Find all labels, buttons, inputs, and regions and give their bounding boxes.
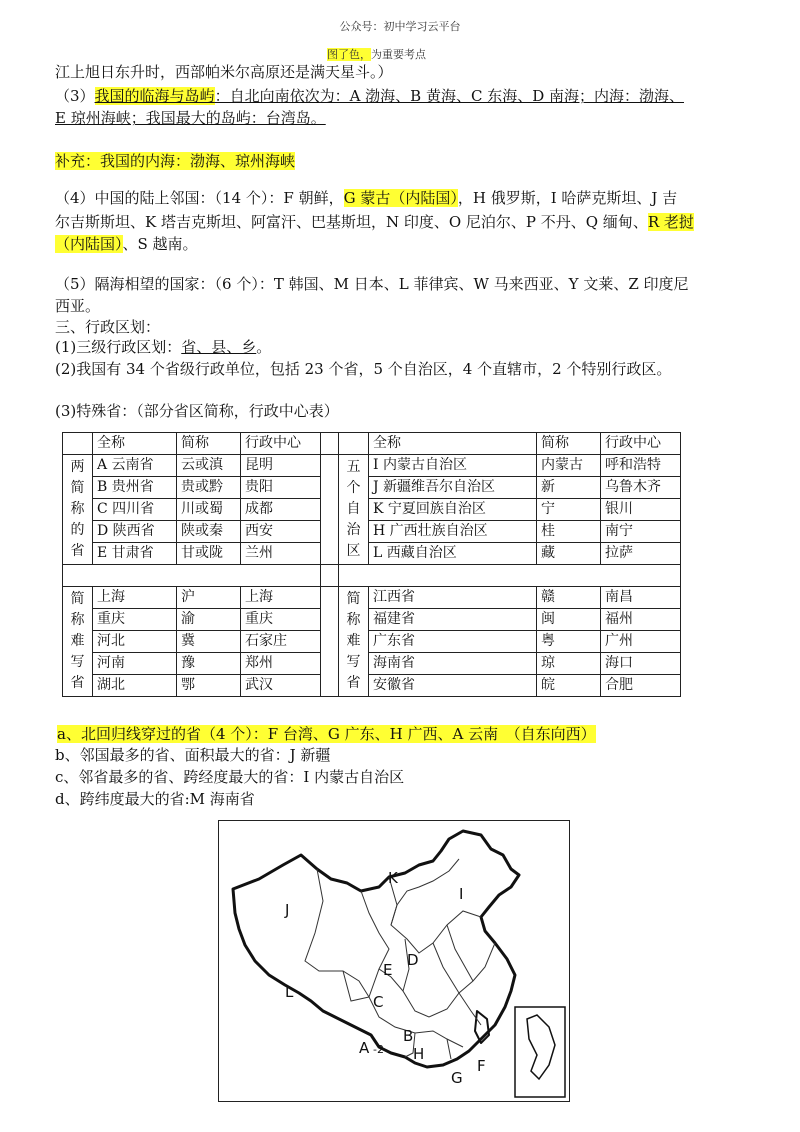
cell: 河南 <box>93 653 177 675</box>
fact-a <box>57 724 596 744</box>
cell: 渝 <box>177 609 241 631</box>
map-outline <box>219 821 569 1101</box>
cell: 郑州 <box>241 653 321 675</box>
cell: A 云南省 <box>93 455 177 477</box>
map-label-k: K <box>388 869 398 887</box>
cell: 武汉 <box>241 675 321 697</box>
cell: 藏 <box>537 543 601 565</box>
section-title-admin: 三、行政区划： <box>55 318 161 336</box>
cell: 拉萨 <box>601 543 681 565</box>
cell: 福州 <box>601 609 681 631</box>
cell: 广州 <box>601 631 681 653</box>
cell: 乌鲁木齐 <box>601 477 681 499</box>
cell: 鄂 <box>177 675 241 697</box>
cell: 安徽省 <box>369 675 537 697</box>
text-line-neighbors-1 <box>55 188 677 208</box>
cell: C 四川省 <box>93 499 177 521</box>
map-label-f: F <box>477 1057 486 1075</box>
cell: 银川 <box>601 499 681 521</box>
cell: 合肥 <box>601 675 681 697</box>
cell: 上海 <box>241 587 321 609</box>
text-line-seas <box>55 86 684 106</box>
fact-c: c、邻省最多的省、跨经度最大的省：I 内蒙古自治区 <box>55 768 405 786</box>
color-note <box>327 46 426 62</box>
page-header-source: 公众号：初中学习云平台 <box>339 20 461 33</box>
table-row <box>63 455 681 477</box>
map-label-i: I <box>459 885 464 903</box>
cell: 闽 <box>537 609 601 631</box>
mongolia-highlight: G 蒙古（内陆国） <box>343 189 458 207</box>
cell: 呼和浩特 <box>601 455 681 477</box>
table-row <box>63 653 681 675</box>
cell: 甘或陇 <box>177 543 241 565</box>
table-header-row <box>63 433 681 455</box>
header-capital: 行政中心 <box>601 433 681 455</box>
cell: 粤 <box>537 631 601 653</box>
supplement-highlight: 补充：我国的内海：渤海、琼州海峡 <box>55 152 296 170</box>
cell: 豫 <box>177 653 241 675</box>
landlocked-highlight: （内陆国） <box>55 235 123 253</box>
header-abbr: 简称 <box>177 433 241 455</box>
cell: B 贵州省 <box>93 477 177 499</box>
cell: 赣 <box>537 587 601 609</box>
table-row <box>63 609 681 631</box>
table-spacer-row <box>63 565 681 587</box>
neighbors-b: ，H 俄罗斯，I 哈萨克斯坦、J 吉 <box>457 189 678 207</box>
admin-levels-label: (1)三级行政区划： <box>55 338 182 356</box>
map-label-b: B <box>403 1027 414 1045</box>
neighbors-a: （4）中国的陆上邻国：（14 个）：F 朝鲜， <box>55 189 344 207</box>
cell: D 陕西省 <box>93 521 177 543</box>
table-row <box>63 477 681 499</box>
cell: 西安 <box>241 521 321 543</box>
map-label-h: H <box>413 1045 425 1063</box>
cell: 福建省 <box>369 609 537 631</box>
map-label-d: D <box>407 951 419 969</box>
cell: 新 <box>537 477 601 499</box>
map-label-j: J <box>285 901 290 919</box>
text-line-neighbors-2 <box>55 212 694 232</box>
cell: 云或滇 <box>177 455 241 477</box>
laos-highlight: R 老挝 <box>647 213 694 231</box>
fact-a-highlight: a、北回归线穿过的省（4 个）：F 台湾、G 广东、H 广西、A 云南 （自东向西） <box>57 725 596 743</box>
text-line-admin-count: (2)我国有 34 个省级行政单位，包括 23 个省，5 个自治区，4 个直辖市，2 个特别行政区。 <box>55 360 672 378</box>
header-fullname: 全称 <box>93 433 177 455</box>
map-label-l: L <box>285 983 294 1001</box>
table-row <box>63 631 681 653</box>
fact-b: b、邻国最多的省、面积最大的省：J 新疆 <box>55 746 331 764</box>
seas-num: （3） <box>55 87 95 105</box>
header-fullname: 全称 <box>369 433 537 455</box>
cell: 宁 <box>537 499 601 521</box>
map-label-a: A <box>359 1039 370 1057</box>
cell: 皖 <box>537 675 601 697</box>
cell: 内蒙古 <box>537 455 601 477</box>
text-line-islands: E 琼州海峡；我国最大的岛屿：台湾岛。 <box>55 109 326 127</box>
neighbors-c: 尔吉斯斯坦、K 塔吉克斯坦、阿富汗、巴基斯坦，N 印度、O 尼泊尔、P 不丹、Q 缅甸、 <box>55 213 648 231</box>
fact-d: d、跨纬度最大的省:M 海南省 <box>55 790 255 808</box>
map-label-c: C <box>373 993 384 1011</box>
cell: 海南省 <box>369 653 537 675</box>
map-label-small: -2 <box>373 1043 384 1056</box>
table-row <box>63 521 681 543</box>
table-row <box>63 587 681 609</box>
cell: 广东省 <box>369 631 537 653</box>
cell: 昆明 <box>241 455 321 477</box>
table-row <box>63 499 681 521</box>
table-caption: (3)特殊省：（部分省区简称，行政中心表） <box>55 402 339 420</box>
cell: 冀 <box>177 631 241 653</box>
cell: I 内蒙古自治区 <box>369 455 537 477</box>
group-label-two-abbr: 两简称的省 <box>63 455 93 565</box>
group-label-hard-right: 简称难写省 <box>339 587 369 697</box>
header-abbr: 简称 <box>537 433 601 455</box>
cell: 南宁 <box>601 521 681 543</box>
cell: 贵阳 <box>241 477 321 499</box>
cell: 成都 <box>241 499 321 521</box>
admin-levels-value: 省、县、乡 <box>181 338 257 356</box>
text-line-1: 江上旭日东升时，西部帕米尔高原还是满天星斗。） <box>55 63 393 81</box>
cell: 重庆 <box>241 609 321 631</box>
supplement-line <box>55 151 295 171</box>
color-note-rest: 为重要考点 <box>371 48 426 61</box>
cell: 江西省 <box>369 587 537 609</box>
china-province-map <box>218 820 570 1102</box>
admin-levels-end: 。 <box>256 338 272 356</box>
cell: 陕或秦 <box>177 521 241 543</box>
neighbors-d: 、S 越南。 <box>122 235 198 253</box>
map-label-g: G <box>451 1069 463 1087</box>
cell: 石家庄 <box>241 631 321 653</box>
text-line-overseas-2: 西亚。 <box>55 297 101 315</box>
map-label-e: E <box>383 961 393 979</box>
text-line-admin-levels <box>55 337 271 357</box>
cell: 南昌 <box>601 587 681 609</box>
cell: 上海 <box>93 587 177 609</box>
seas-list: ：自北向南依次为：A 渤海、B 黄海、C 东海、D 南海；内海：渤海、 <box>214 87 684 105</box>
seas-heading: 我国的临海与岛屿 <box>94 87 215 105</box>
group-label-five-regions: 五个自治区 <box>339 455 369 565</box>
cell: L 西藏自治区 <box>369 543 537 565</box>
table-row <box>63 543 681 565</box>
text-line-overseas-1: （5）隔海相望的国家：（6 个）：T 韩国、M 日本、L 菲律宾、W 马来西亚、Y 文莱、Z 印度尼 <box>55 275 689 293</box>
cell: K 宁夏回族自治区 <box>369 499 537 521</box>
cell: 琼 <box>537 653 601 675</box>
cell: 桂 <box>537 521 601 543</box>
group-label-hard-left: 简称难写省 <box>63 587 93 697</box>
cell: 兰州 <box>241 543 321 565</box>
cell: 川或蜀 <box>177 499 241 521</box>
text-line-neighbors-3 <box>55 234 198 254</box>
cell: 贵或黔 <box>177 477 241 499</box>
cell: E 甘肃省 <box>93 543 177 565</box>
cell: 重庆 <box>93 609 177 631</box>
cell: 海口 <box>601 653 681 675</box>
province-table <box>62 432 681 697</box>
cell: 湖北 <box>93 675 177 697</box>
cell: H 广西壮族自治区 <box>369 521 537 543</box>
color-note-highlight: 图了色， <box>327 48 371 61</box>
table-row <box>63 675 681 697</box>
cell: 河北 <box>93 631 177 653</box>
cell: 沪 <box>177 587 241 609</box>
cell: J 新疆维吾尔自治区 <box>369 477 537 499</box>
header-capital: 行政中心 <box>241 433 321 455</box>
